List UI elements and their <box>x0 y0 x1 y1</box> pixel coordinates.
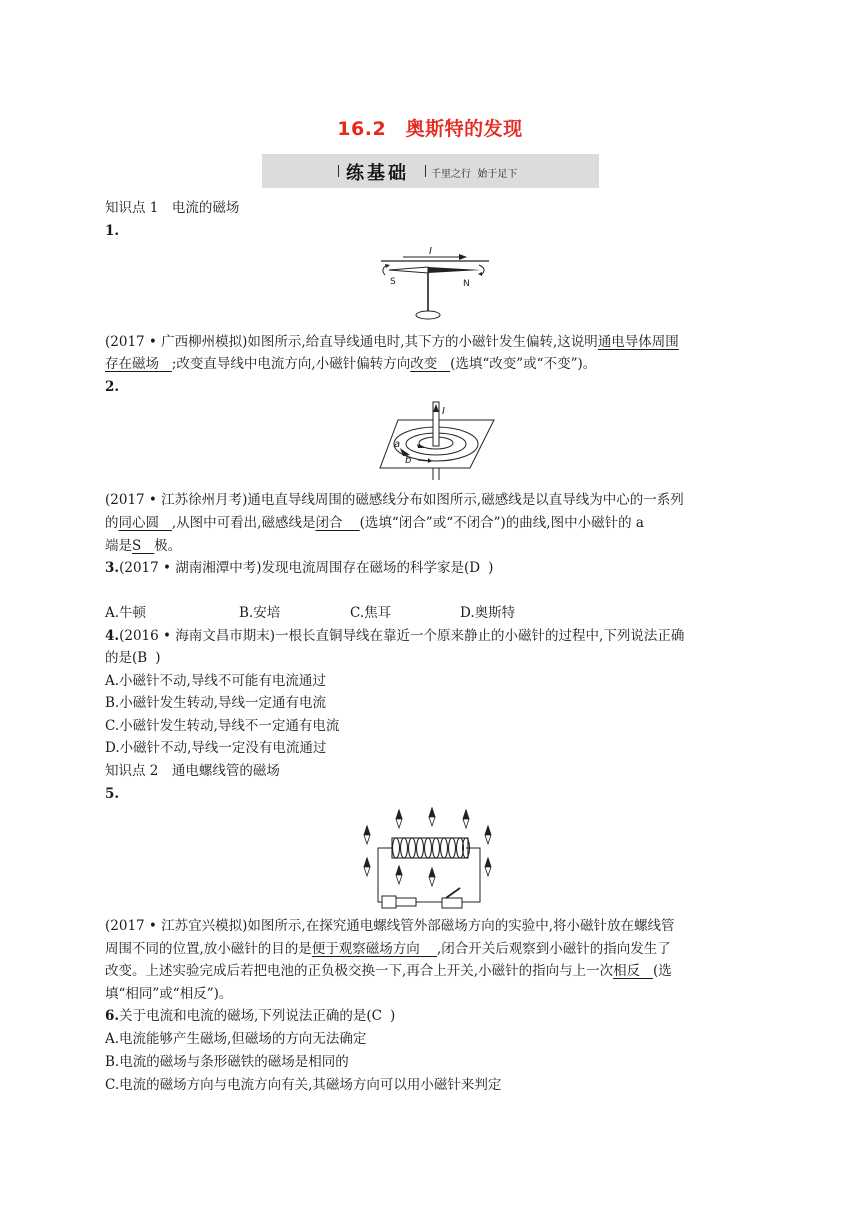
q1-answer-1-cont: 存在磁场 <box>105 356 159 372</box>
q4-option-b: B.小磁针发生转动,导线一定通有电流 <box>105 695 327 711</box>
q1-current-label: I <box>429 246 432 257</box>
q5-line-3: 改变。上述实验完成后若把电池的正负极交换一下,再合上开关,小磁针的指向与上一次相反 (选 <box>105 963 672 979</box>
q6-answer: C <box>371 1008 382 1024</box>
q4-answer: B <box>137 650 148 666</box>
section-banner <box>262 154 599 188</box>
banner-divider <box>425 165 426 177</box>
q4-stem-1: 4.(2016 • 海南文昌市期末)一根长直铜导线在靠近一个原来静止的小磁针的过程中,下列说法正确 <box>105 628 685 644</box>
q2-answer-3: S <box>132 538 142 554</box>
q3-options <box>105 603 765 623</box>
q2-current-label: I <box>442 406 445 417</box>
switch-lever <box>446 888 460 898</box>
q2-line-3: 端是S 极。 <box>105 538 182 554</box>
q2-line-1: (2017 • 江苏徐州月考)通电直导线周围的磁感线分布如图所示,磁感线是以直导线为中心的一系列 <box>105 492 684 508</box>
banner-divider <box>338 165 339 177</box>
q3-answer: D <box>469 560 481 576</box>
q2-line-2: 的同心圆 ,从图中可看出,磁感线是闭合 (选填“闭合”或“不闭合”)的曲线,图中小磁针的 a <box>105 515 644 531</box>
q2-answer-2: 闭合 <box>315 515 343 531</box>
q2-number: 2. <box>105 379 120 395</box>
q4-option-d: D.小磁针不动,导线一定没有电流通过 <box>105 740 327 756</box>
q3-option-a: A.牛顿 <box>105 605 147 621</box>
q2-a-label: a <box>394 439 401 450</box>
q1-line-1: (2017 • 广西柳州模拟)如图所示,给直导线通电时,其下方的小磁针发生偏转,这说明通电导体周围 <box>105 334 679 350</box>
q2-figure-field-lines <box>374 400 496 482</box>
q5-line-2: 周围不同的位置,放小磁针的目的是便于观察磁场方向 ,闭合开关后观察到小磁针的指向发生了 <box>105 941 671 957</box>
q3-option-d: D.奥斯特 <box>460 605 516 621</box>
switch-base <box>442 898 462 908</box>
q3-stem: 3.(2017 • 湖南湘潭中考)发现电流周围存在磁场的科学家是(D ) <box>105 560 494 576</box>
section-label-1: 知识点 1 电流的磁场 <box>105 200 240 216</box>
q5-answer-2: 相反 <box>613 963 641 979</box>
banner-sub-text: 千里之行 始于足下 <box>431 169 518 180</box>
q5-answer-1: 便于观察磁场方向 <box>311 941 420 957</box>
q6-option-b: B.电流的磁场与条形磁铁的磁场是相同的 <box>105 1054 349 1070</box>
q5-figure-solenoid-circuit <box>356 806 500 912</box>
q2-b-label: b <box>405 455 412 466</box>
banner-main-text: 练基础 <box>346 163 409 184</box>
q4-stem-2: 的是(B ) <box>105 650 161 666</box>
q5-line-4: 填“相同”或“相反”)。 <box>105 986 233 1002</box>
q6-option-a: A.电流能够产生磁场,但磁场的方向无法确定 <box>105 1031 367 1047</box>
q1-figure-wire-compass <box>375 244 495 324</box>
q4-option-a: A.小磁针不动,导线不可能有电流通过 <box>105 673 326 689</box>
q6-stem: 6.关于电流和电流的磁场,下列说法正确的是(C ) <box>105 1008 396 1024</box>
q5-number: 5. <box>105 786 120 802</box>
q4-option-c: C.小磁针发生转动,导线不一定通有电流 <box>105 718 340 734</box>
page-title: 16.2 奥斯特的发现 <box>337 118 523 140</box>
q3-option-b: B.安培 <box>239 605 281 621</box>
section-label-2: 知识点 2 通电螺线管的磁场 <box>105 763 280 779</box>
battery-left <box>382 896 396 908</box>
q6-option-c: C.电流的磁场方向与电流方向有关,其磁场方向可以用小磁针来判定 <box>105 1077 502 1093</box>
q5-line-1: (2017 • 江苏宜兴模拟)如图所示,在探究通电螺线管外部磁场方向的实验中,将小磁针放在螺线管 <box>105 918 675 934</box>
q1-n-label: N <box>463 279 470 289</box>
q1-s-label: S <box>390 277 396 287</box>
q1-line-2: 存在磁场 ;改变直导线中电流方向,小磁针偏转方向改变 (选填“改变”或“不变”)。 <box>105 356 597 372</box>
q2-answer-1: 同心圆 <box>118 515 159 531</box>
q3-option-c: C.焦耳 <box>350 605 392 621</box>
solenoid-coil <box>392 838 470 858</box>
q1-answer-2: 改变 <box>410 356 438 372</box>
q1-number: 1. <box>105 223 120 239</box>
battery <box>396 898 416 906</box>
q1-answer-1: 通电导体周围 <box>597 334 679 350</box>
